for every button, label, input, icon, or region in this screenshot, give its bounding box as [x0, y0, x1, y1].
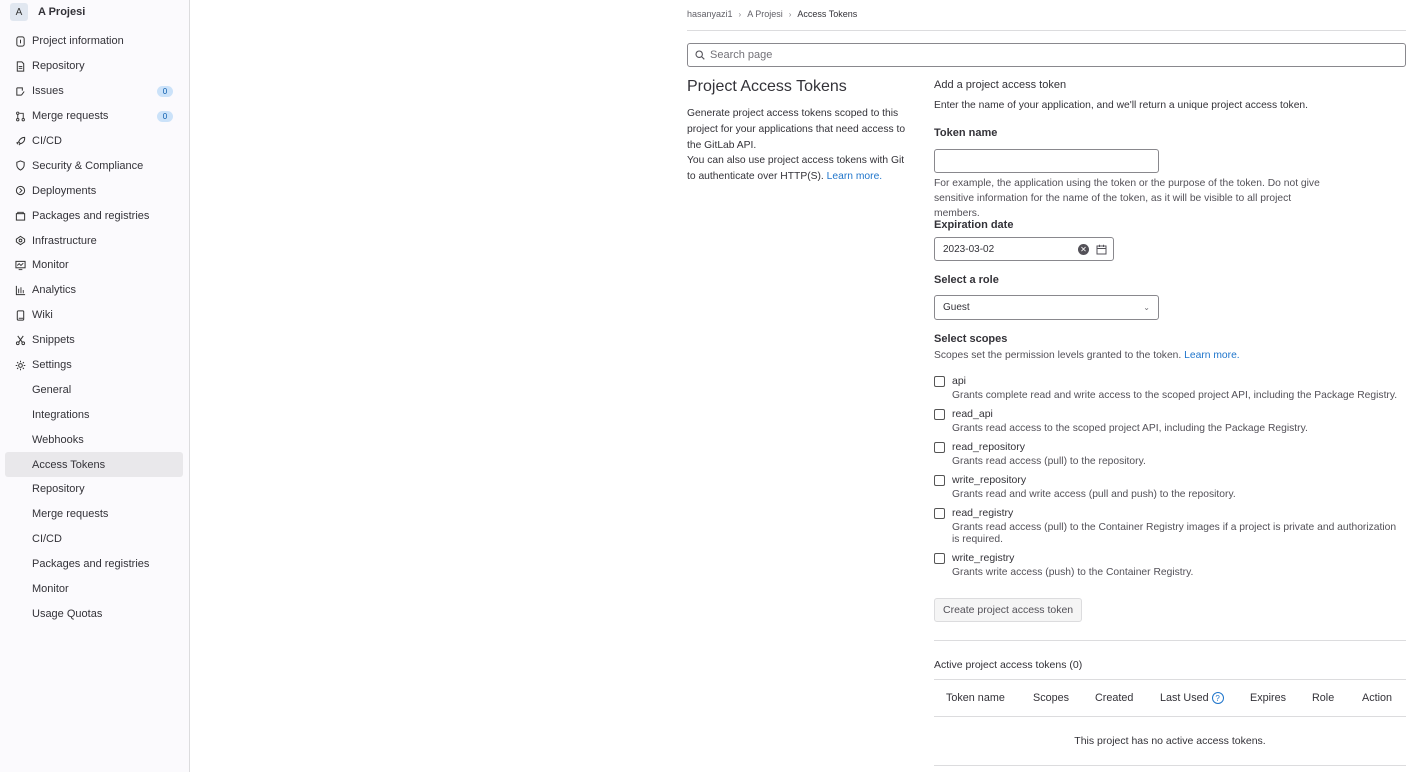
sidebar-item-label: Monitor [32, 583, 69, 596]
sidebar-item-label: Access Tokens [32, 458, 106, 471]
active-tokens-heading: Active project access tokens (0) [934, 659, 1083, 671]
sidebar-item-repository[interactable] [5, 54, 183, 79]
learn-more-link[interactable]: Learn more. [826, 171, 883, 183]
divider [934, 716, 1406, 717]
sidebar-item-label: Usage Quotas [32, 607, 103, 620]
sidebar-item-label: Merge requests [32, 508, 109, 521]
clear-icon[interactable]: ✕ [1078, 244, 1089, 255]
rocket-icon [14, 135, 26, 147]
scope-description: Grants read access to the scoped project API, including the Package Registry. [952, 423, 1308, 434]
sidebar-item-cicd[interactable] [5, 129, 183, 154]
scissors-icon [14, 334, 26, 346]
sidebar-item-project-information[interactable] [5, 29, 183, 54]
sidebar-item-label: General [32, 383, 72, 396]
sidebar-subitem-monitor[interactable] [5, 577, 183, 602]
intro-text-2: You can also use project access tokens with Git to authenticate over HTTP(S). [687, 155, 905, 183]
role-label: Select a role [934, 274, 999, 286]
breadcrumb-current[interactable]: Access Tokens [797, 9, 858, 19]
sidebar-project-header[interactable] [0, 0, 189, 24]
create-token-button[interactable]: Create project access token [934, 598, 1082, 622]
sidebar [0, 0, 190, 772]
scope-read-api [934, 408, 1308, 435]
sidebar-subitem-general[interactable] [5, 377, 183, 402]
intro-section [687, 78, 915, 185]
sidebar-item-label: Deployments [32, 184, 97, 197]
scope-api-checkbox[interactable] [934, 376, 945, 387]
sidebar-item-monitor[interactable] [5, 253, 183, 278]
sidebar-item-label: Project information [32, 35, 124, 48]
sidebar-item-label: Issues [32, 85, 64, 98]
divider [934, 640, 1406, 641]
sidebar-subitem-repository[interactable] [5, 477, 183, 502]
page-title: Project Access Tokens [687, 78, 847, 95]
sidebar-item-snippets[interactable] [5, 328, 183, 353]
scope-name: api [952, 375, 967, 387]
scope-write-registry [934, 552, 1193, 579]
chevron-right-icon: › [788, 9, 792, 19]
col-created[interactable]: Created [1095, 692, 1134, 704]
scopes-help-text: Scopes set the permission levels granted to the token. [934, 350, 1182, 361]
sidebar-item-settings[interactable] [5, 353, 183, 378]
scope-write-registry-checkbox[interactable] [934, 553, 945, 564]
form-subheading: Enter the name of your application, and we'll return a unique project access token. [934, 100, 1309, 111]
tokens-table-header [934, 680, 1406, 716]
sidebar-subitem-packages-registries[interactable] [5, 552, 183, 577]
sidebar-item-label: Integrations [32, 408, 90, 421]
scope-description: Grants complete read and write access to the scoped project API, including the Package Registry. [952, 390, 1398, 401]
scope-name: write_repository [952, 474, 1027, 486]
project-name: A Projesi [38, 6, 86, 18]
col-token-name[interactable]: Token name [946, 692, 1005, 704]
sidebar-item-issues[interactable] [5, 79, 183, 104]
sidebar-item-label: CI/CD [32, 533, 62, 546]
project-avatar: A [10, 3, 28, 21]
sidebar-subitem-access-tokens[interactable] [5, 452, 183, 477]
scope-read-api-checkbox[interactable] [934, 409, 945, 420]
col-last-used[interactable] [1160, 692, 1224, 704]
scope-description: Grants read access (pull) to the Container Registry images if a project is private and authorization is required. [952, 522, 1397, 545]
col-last-used-label: Last Used [1160, 692, 1209, 704]
sidebar-item-label: Settings [32, 359, 72, 372]
monitor-icon [14, 259, 26, 271]
sidebar-subitem-merge-requests[interactable] [5, 502, 183, 527]
token-name-label: Token name [934, 127, 998, 139]
expiration-value: 2023-03-02 [943, 243, 995, 255]
sidebar-item-label: Merge requests [32, 110, 109, 123]
intro-text-1: Generate project access tokens scoped to this project for your applications that need access to the GitLab API. [687, 108, 906, 151]
token-name-help: For example, the application using the token or the purpose of the token. Do not give sensitive information for the name of the token, as it will be visible to all project members. [934, 178, 1320, 219]
sidebar-item-label: Packages and registries [32, 558, 150, 571]
calendar-icon[interactable] [1096, 244, 1107, 258]
form-heading: Add a project access token [934, 79, 1067, 91]
sidebar-subitem-usage-quotas[interactable] [5, 601, 183, 626]
chevron-down-icon: ⌄ [1143, 303, 1150, 312]
search-icon [695, 50, 705, 60]
expiration-date-field[interactable] [934, 237, 1114, 261]
scope-api [934, 375, 1397, 402]
sidebar-item-label: Snippets [32, 334, 75, 347]
shield-icon [14, 160, 26, 172]
sidebar-item-label: Monitor [32, 259, 69, 272]
breadcrumb-project[interactable]: A Projesi [747, 9, 783, 19]
sidebar-item-label: Security & Compliance [32, 159, 144, 172]
sidebar-subitem-integrations[interactable] [5, 402, 183, 427]
empty-tokens-message: This project has no active access tokens. [1074, 735, 1266, 747]
sidebar-menu [5, 29, 183, 626]
sidebar-item-packages-registries[interactable] [5, 203, 183, 228]
package-icon [14, 210, 26, 222]
search-box[interactable] [687, 43, 1406, 67]
book-icon [14, 309, 26, 321]
scope-name: read_repository [952, 441, 1025, 453]
chevron-right-icon: › [738, 9, 742, 19]
sidebar-item-label: Analytics [32, 284, 77, 297]
scope-name: read_api [952, 408, 993, 420]
search-input[interactable] [710, 49, 1405, 61]
col-expires[interactable]: Expires [1250, 692, 1287, 704]
scope-description: Grants read and write access (pull and push) to the repository. [952, 489, 1236, 500]
sidebar-subitem-webhooks[interactable] [5, 427, 183, 452]
merge-icon [14, 110, 26, 122]
sidebar-item-deployments[interactable] [5, 178, 183, 203]
gear-icon [14, 359, 26, 371]
scopes-label: Select scopes [934, 333, 1008, 345]
scope-name: write_registry [952, 552, 1015, 564]
breadcrumb [687, 8, 857, 20]
scope-description: Grants read access (pull) to the repository. [952, 456, 1146, 467]
role-select[interactable] [934, 295, 1159, 320]
merge-requests-count-badge: 0 [157, 111, 173, 122]
sidebar-item-label: Repository [32, 60, 85, 73]
breadcrumb-user[interactable]: hasanyazi1 [687, 9, 733, 19]
sidebar-subitem-cicd[interactable] [5, 527, 183, 552]
sidebar-item-analytics[interactable] [5, 278, 183, 303]
info-icon [14, 35, 26, 47]
scope-name: read_registry [952, 507, 1014, 519]
scope-read-repository-checkbox[interactable] [934, 442, 945, 453]
scopes-help [934, 348, 1240, 363]
question-icon[interactable]: ? [1212, 692, 1224, 704]
cloud-icon [14, 235, 26, 247]
scope-read-registry-checkbox[interactable] [934, 508, 945, 519]
scope-write-repository-checkbox[interactable] [934, 475, 945, 486]
sidebar-item-infrastructure[interactable] [5, 228, 183, 253]
expiration-label: Expiration date [934, 219, 1014, 231]
sidebar-item-label: Infrastructure [32, 234, 97, 247]
deploy-icon [14, 185, 26, 197]
divider [687, 30, 1406, 31]
sidebar-item-security-compliance[interactable] [5, 153, 183, 178]
scopes-learn-more-link[interactable]: Learn more. [1184, 350, 1240, 361]
sidebar-item-merge-requests[interactable] [5, 104, 183, 129]
token-name-field[interactable] [934, 149, 1159, 173]
scope-write-repository [934, 474, 1236, 501]
scope-read-registry [934, 507, 1406, 546]
sidebar-item-label: Wiki [32, 309, 53, 322]
sidebar-item-label: CI/CD [32, 135, 62, 147]
col-action: Action [1362, 692, 1393, 704]
sidebar-item-wiki[interactable] [5, 303, 183, 328]
col-role[interactable]: Role [1312, 692, 1335, 704]
sidebar-item-label: Webhooks [32, 433, 84, 446]
sidebar-item-label: Packages and registries [32, 209, 150, 222]
sidebar-item-label: Repository [32, 483, 85, 496]
issues-count-badge: 0 [157, 86, 173, 97]
divider [934, 765, 1406, 766]
doc-icon [14, 60, 26, 72]
issues-icon [14, 85, 26, 97]
scope-read-repository [934, 441, 1146, 468]
role-value: Guest [943, 302, 970, 313]
col-scopes[interactable]: Scopes [1033, 692, 1070, 704]
chart-icon [14, 284, 26, 296]
intro-description [687, 106, 915, 185]
scope-description: Grants write access (push) to the Container Registry. [952, 567, 1194, 578]
